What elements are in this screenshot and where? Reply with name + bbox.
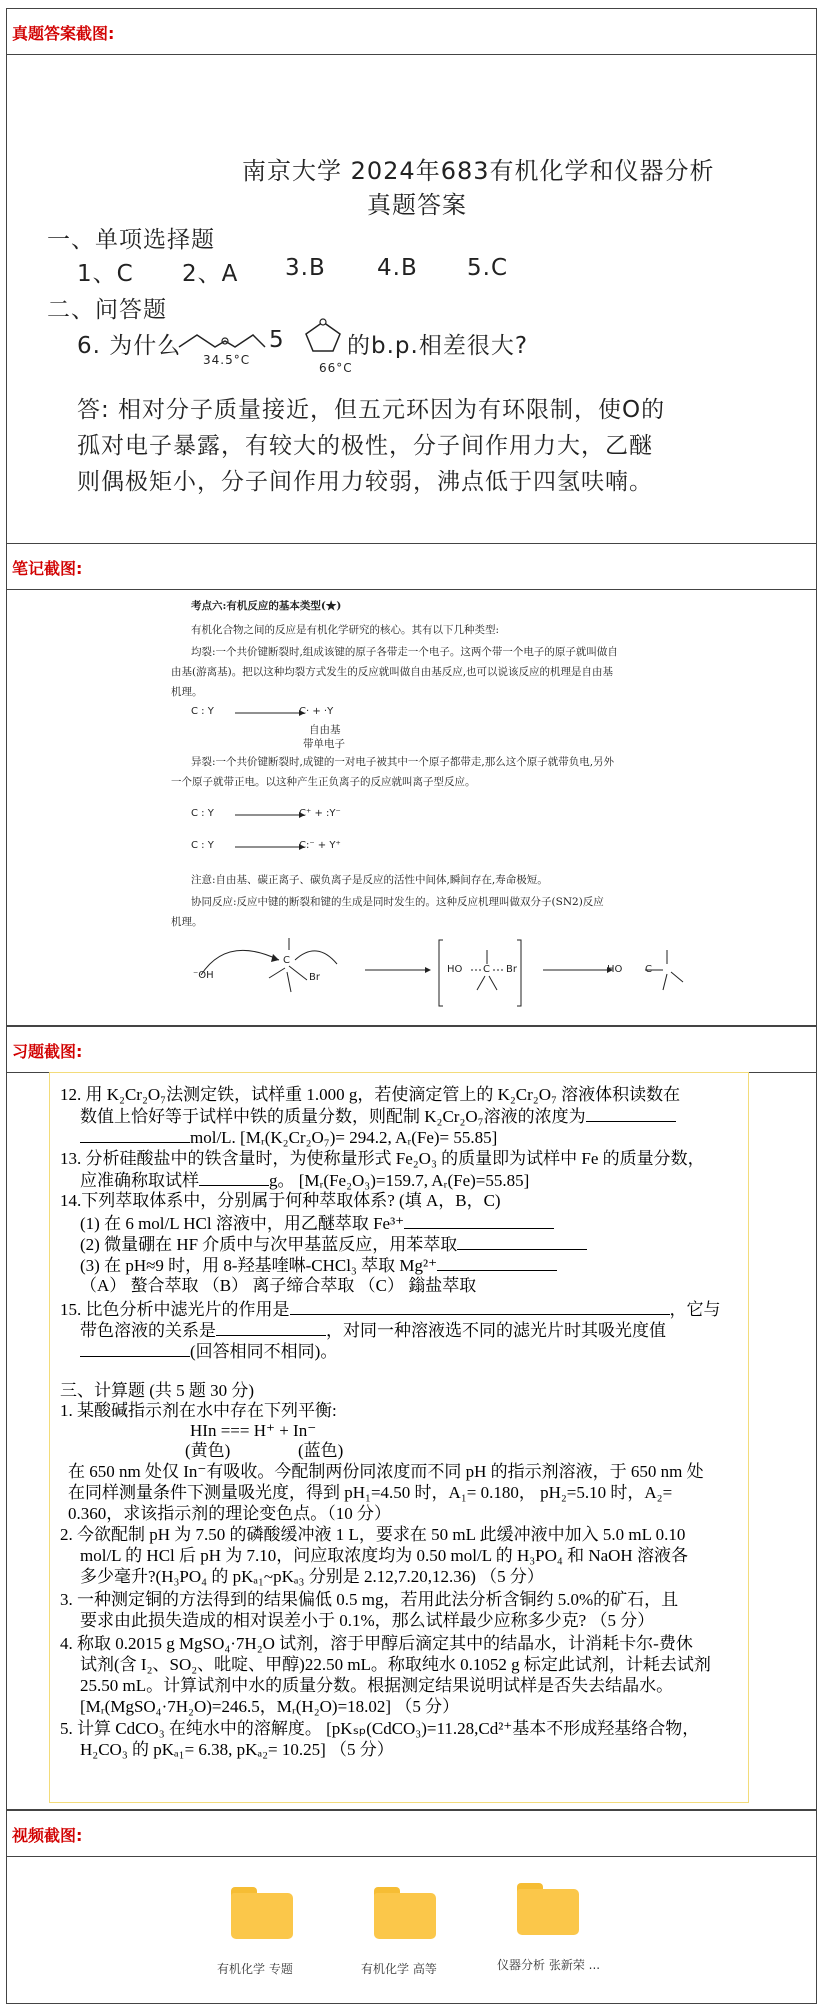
heterolysis2-reactant: C : Y xyxy=(191,840,214,851)
ether-bp-label: 34.5°C xyxy=(203,353,251,367)
q14-item3: (3) 在 pH≈9 时，用 8-羟基喹啉-CHCl₃ 萃取 Mg²⁺ xyxy=(80,1255,557,1276)
c4-line1: 4. 称取 0.2015 g MgSO₄·7H₂O 试剂，溶于甲醇后滴定其中的结晶水，计消耗卡尔-费休 xyxy=(60,1634,693,1653)
c4-line3: 25.50 mL。计算试剂中水的质量分数。根据测定结果说明试样是否失去结晶水。 xyxy=(80,1676,674,1695)
heterolysis1-reactant: C : Y xyxy=(191,808,214,819)
c2-line3: 多少毫升?(H₃PO₄ 的 pKₐ₁~pKₐ₃ 分别是 2.12,7.20,12.36) （5 分） xyxy=(80,1567,544,1586)
c1-line4: 0.360，求该指示剂的理论变色点。（10 分） xyxy=(68,1504,391,1523)
c4-line2: 试剂(含 I₂、SO₂、吡啶、甲醇)22.50 mL。称取纯水 0.1052 g 标定此试剂，计耗去试剂 xyxy=(80,1655,711,1674)
notes-p5a: 协同反应:反应中键的断裂和键的生成是同时发生的。这种反应机理叫做双分子(SN2)反应 xyxy=(191,896,604,908)
notes-p3b: 一个原子就带正电。以这种产生正负离子的反应就叫离子型反应。 xyxy=(171,776,476,788)
exercises-section-title: 习题截图: xyxy=(12,1042,83,1061)
notes-p4: 注意:自由基、碳正离子、碳负离子是反应的活性中间体,瞬间存在,寿命极短。 xyxy=(191,874,548,886)
answer-mc-5: 5.C xyxy=(467,255,509,281)
answer-text-line3: 则偶极矩小，分子间作用力较弱，沸点低于四氢呋喃。 xyxy=(77,469,653,495)
c1-line1: 1. 某酸碱指示剂在水中存在下列平衡: xyxy=(60,1401,337,1420)
homolysis-note2: 带单电子 xyxy=(303,738,345,750)
folder-label-3[interactable]: 仪器分析 张新荣 ... xyxy=(497,1958,601,1972)
sn2-br1: Br xyxy=(309,972,320,983)
q14-options: （A） 螯合萃取 （B） 离子缔合萃取 （C） 鎓盐萃取 xyxy=(80,1276,477,1295)
c5-line2: H₂CO₃ 的 pKₐ₁= 6.38, pKₐ₂= 10.25] （5 分） xyxy=(80,1740,394,1759)
c3-line2: 要求由此损失造成的相对误差小于 0.1%，那么试样最少应称多少克? （5 分） xyxy=(80,1611,655,1630)
homolysis-arrow xyxy=(235,708,305,718)
notes-image-panel xyxy=(6,589,817,1026)
q12-line3: mol/L. [Mᵣ(K₂Cr₂O₇)= 294.2, Aᵣ(Fe)= 55.85] xyxy=(80,1127,497,1148)
q15-line2: 带色溶液的关系是 ，对同一种溶液选不同的滤光片时其吸光度值 xyxy=(80,1321,666,1340)
thf-ring-drawing xyxy=(302,318,344,354)
homolysis-reactant: C : Y xyxy=(191,706,214,717)
answer-title-line1: 南京大学 2024年683有机化学和仪器分析 xyxy=(242,157,715,185)
c1-line3: 在同样测量条件下测量吸光度，得到 pH₁=4.50 时，A₁= 0.180， pH₂=5.10 时，A₂= xyxy=(68,1483,673,1502)
c3-line1: 3. 一种测定铜的方法得到的结果偏低 0.5 mg，若用此法分析含铜约 5.0%的矿石，且 xyxy=(60,1590,679,1609)
notes-p3a: 异裂:一个共价键断裂时,成键的一对电子被其中一个原子都带走,那么这个原子就带负电,另外 xyxy=(191,756,615,768)
answer-text-line2: 孤对电子暴露，有较大的极性，分子间作用力大，乙醚 xyxy=(77,433,653,459)
thf-bp-label: 66°C xyxy=(319,361,353,375)
sn2-carbon1: C xyxy=(283,955,290,966)
answer-part2-heading: 二、问答题 xyxy=(47,297,167,323)
notes-section-title: 笔记截图: xyxy=(12,559,83,578)
answer-part1-heading: 一、单项选择题 xyxy=(47,227,215,253)
heterolysis1-products: C⁺ + :Y⁻ xyxy=(299,808,341,819)
homolysis-products: C· + ·Y xyxy=(299,706,334,717)
part3-heading: 三、计算题 (共 5 题 30 分) xyxy=(60,1381,255,1400)
c1-color1: (黄色) xyxy=(185,1441,231,1460)
c5-line1: 5. 计算 CdCO₃ 在纯水中的溶解度。 [pKₛₚ(CdCO₃)=11.28,Cd²⁺基本不形成羟基络合物， xyxy=(60,1719,700,1738)
sn2-hydroxide: ⁻OH xyxy=(193,970,214,981)
videos-section-header xyxy=(6,1810,817,1857)
q13-line1: 13. 分析硅酸盐中的铁含量时，为使称量形式 Fe₂O₃ 的质量即为试样中 Fe 的质量分数， xyxy=(60,1149,705,1168)
videos-section-title: 视频截图: xyxy=(12,1826,83,1845)
ether-structure-drawing xyxy=(177,327,267,353)
c1-equation: HIn === H⁺ + In⁻ xyxy=(190,1421,317,1440)
c2-line2: mol/L 的 HCl 后 pH 为 7.10，问应取浓度均为 0.50 mol/L 的 H₃PO₄ 和 NaOH 溶液各 xyxy=(80,1546,688,1565)
notes-p5b: 机理。 xyxy=(171,916,203,928)
q15-line1: 15. 比色分析中滤光片的作用是 ，它与 xyxy=(60,1300,721,1319)
q14-stem: 14.下列萃取体系中，分别属于何种萃取体系? (填 A，B，C) xyxy=(60,1191,501,1210)
answer-title-line2: 真题答案 xyxy=(367,191,467,219)
q12-line1: 12. 用 K₂Cr₂O₇法测定铁，试样重 1.000 g，若使滴定管上的 K₂Cr₂O₇ 溶液体积读数在 xyxy=(60,1085,681,1104)
sn2-ts-carbon: C xyxy=(483,964,490,975)
folder-icon[interactable] xyxy=(374,1887,436,1939)
folder-label-2[interactable]: 有机化学 高等 xyxy=(361,1962,437,1976)
homolysis-note1: 自由基 xyxy=(309,724,341,736)
notes-p2c: 机理。 xyxy=(171,686,203,698)
heterolysis2-products: C:⁻ + Y⁺ xyxy=(299,840,341,851)
sn2-ts-ho: HO xyxy=(447,964,463,975)
heterolysis2-arrow xyxy=(235,842,305,852)
notes-heading: 考点六:有机反应的基本类型(★) xyxy=(191,600,342,612)
folder-label-1[interactable]: 有机化学 专题 xyxy=(217,1962,293,1976)
answer-mc-4: 4.B xyxy=(377,255,418,281)
folder-icon[interactable] xyxy=(517,1883,579,1935)
q13-line2: 应准确称取试样 g。 [Mᵣ(Fe₂O₃)=159.7, Aᵣ(Fe)=55.85] xyxy=(80,1171,530,1190)
q15-line3: (回答相同不相同)。 xyxy=(80,1341,337,1362)
c1-color2: (蓝色) xyxy=(298,1441,344,1460)
c2-line1: 2. 今欲配制 pH 为 7.50 的磷酸缓冲液 1 L，要求在 50 mL 此缓冲液中加入 5.0 mL 0.10 xyxy=(60,1525,686,1544)
sn2-product-carbon: C xyxy=(645,964,652,975)
answer-section-header xyxy=(6,8,817,55)
answer-mc-1: 1、C xyxy=(77,261,134,287)
notes-section-header xyxy=(6,543,817,590)
heterolysis1-arrow xyxy=(235,810,305,820)
notes-p2a: 均裂:一个共价键断裂时,组成该键的原子各带走一个电子。这两个带一个电子的原子就叫做自 xyxy=(191,646,618,658)
videos-panel xyxy=(6,1856,817,2004)
folder-icon[interactable] xyxy=(231,1887,293,1939)
answer-q6-mid: 5 xyxy=(269,327,285,353)
sn2-product-ho: HO xyxy=(607,964,623,975)
q14-item2: (2) 微量硼在 HF 介质中与次甲基蓝反应，用苯萃取 xyxy=(80,1234,587,1255)
sn2-mechanism-diagram xyxy=(187,930,707,1020)
answer-mc-2: 2、A xyxy=(182,261,239,287)
exercises-sheet xyxy=(49,1072,749,1803)
answer-text-line1: 答: 相对分子质量接近，但五元环因为有环限制，使O的 xyxy=(77,397,666,423)
c4-line4: [Mᵣ(MgSO₄·7H₂O)=246.5，Mᵣ(H₂O)=18.02] （5 分） xyxy=(80,1697,460,1716)
answer-mc-3: 3.B xyxy=(285,255,326,281)
sn2-ts-br: Br xyxy=(506,964,517,975)
q14-item1: (1) 在 6 mol/L HCl 溶液中，用乙醚萃取 Fe³⁺ xyxy=(80,1213,554,1234)
answer-q6-suffix: 的b.p.相差很大? xyxy=(347,333,529,359)
q12-line2: 数值上恰好等于试样中铁的质量分数，则配制 K₂Cr₂O₇溶液的浓度为 xyxy=(80,1106,676,1127)
answer-image-panel xyxy=(6,54,817,544)
c1-line2: 在 650 nm 处仅 In⁻有吸收。今配制两份同浓度而不同 pH 的指示剂溶液，于 650 nm 处 xyxy=(68,1462,704,1481)
exercises-section-header xyxy=(6,1026,817,1073)
answer-q6-prefix: 6. 为什么 xyxy=(77,333,182,359)
notes-p2b: 由基(游离基)。把以这种均裂方式发生的反应就叫做自由基反应,也可以说该反应的机理是自由基 xyxy=(171,666,614,678)
answer-section-title: 真题答案截图: xyxy=(12,24,115,43)
notes-p1: 有机化合物之间的反应是有机化学研究的核心。其有以下几种类型: xyxy=(191,624,500,636)
